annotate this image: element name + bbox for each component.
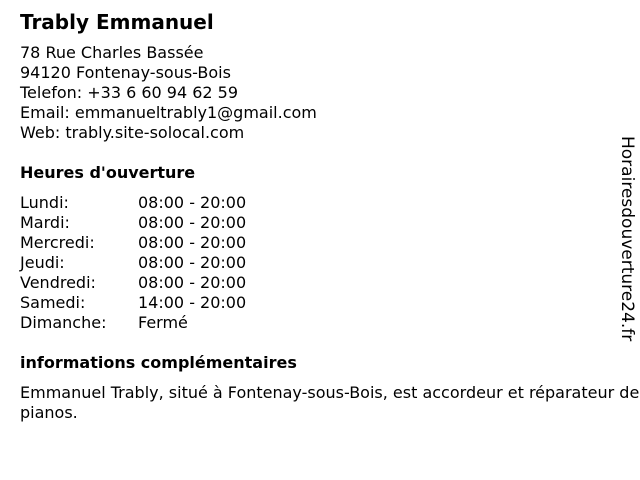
hours-day-label: Samedi: bbox=[20, 293, 86, 312]
hours-row-wednesday bbox=[20, 233, 632, 253]
hours-time-value: Fermé bbox=[138, 313, 188, 332]
hours-row-saturday bbox=[20, 293, 632, 313]
hours-row-sunday bbox=[20, 313, 632, 333]
hours-day-label: Mardi: bbox=[20, 213, 70, 232]
business-card bbox=[20, 10, 640, 423]
email-line: Email: emmanueltrably1@gmail.com bbox=[20, 103, 317, 122]
hours-time-value: 08:00 - 20:00 bbox=[138, 213, 247, 232]
hours-day-label: Lundi: bbox=[20, 193, 69, 212]
hours-day-label: Dimanche: bbox=[20, 313, 107, 332]
phone-line: Telefon: +33 6 60 94 62 59 bbox=[20, 83, 239, 102]
hours-time-value: 08:00 - 20:00 bbox=[138, 253, 247, 272]
hours-row-monday bbox=[20, 193, 632, 213]
web-line: Web: trably.site-solocal.com bbox=[20, 123, 245, 142]
opening-hours-list bbox=[20, 193, 632, 333]
hours-time-value: 08:00 - 20:00 bbox=[138, 233, 247, 252]
hours-time-value: 14:00 - 20:00 bbox=[138, 293, 247, 312]
address-line-street: 78 Rue Charles Bassée bbox=[20, 43, 204, 62]
hours-row-thursday bbox=[20, 253, 632, 273]
opening-hours-heading: Heures d'ouverture bbox=[20, 163, 196, 182]
hours-time-value: 08:00 - 20:00 bbox=[138, 273, 247, 292]
additional-info-heading: informations complémentaires bbox=[20, 353, 297, 372]
hours-time-value: 08:00 - 20:00 bbox=[138, 193, 247, 212]
site-watermark: Horairesdouverture24.fr bbox=[617, 136, 637, 342]
hours-row-friday bbox=[20, 273, 632, 293]
business-description: Emmanuel Trably, situé à Fontenay-sous-Bois, est accordeur et réparateur de pianos. bbox=[20, 383, 640, 422]
business-name: Trably Emmanuel bbox=[20, 10, 214, 34]
hours-row-tuesday bbox=[20, 213, 632, 233]
hours-day-label: Mercredi: bbox=[20, 233, 95, 252]
hours-day-label: Jeudi: bbox=[20, 253, 65, 272]
hours-day-label: Vendredi: bbox=[20, 273, 96, 292]
address-line-city: 94120 Fontenay-sous-Bois bbox=[20, 63, 231, 82]
